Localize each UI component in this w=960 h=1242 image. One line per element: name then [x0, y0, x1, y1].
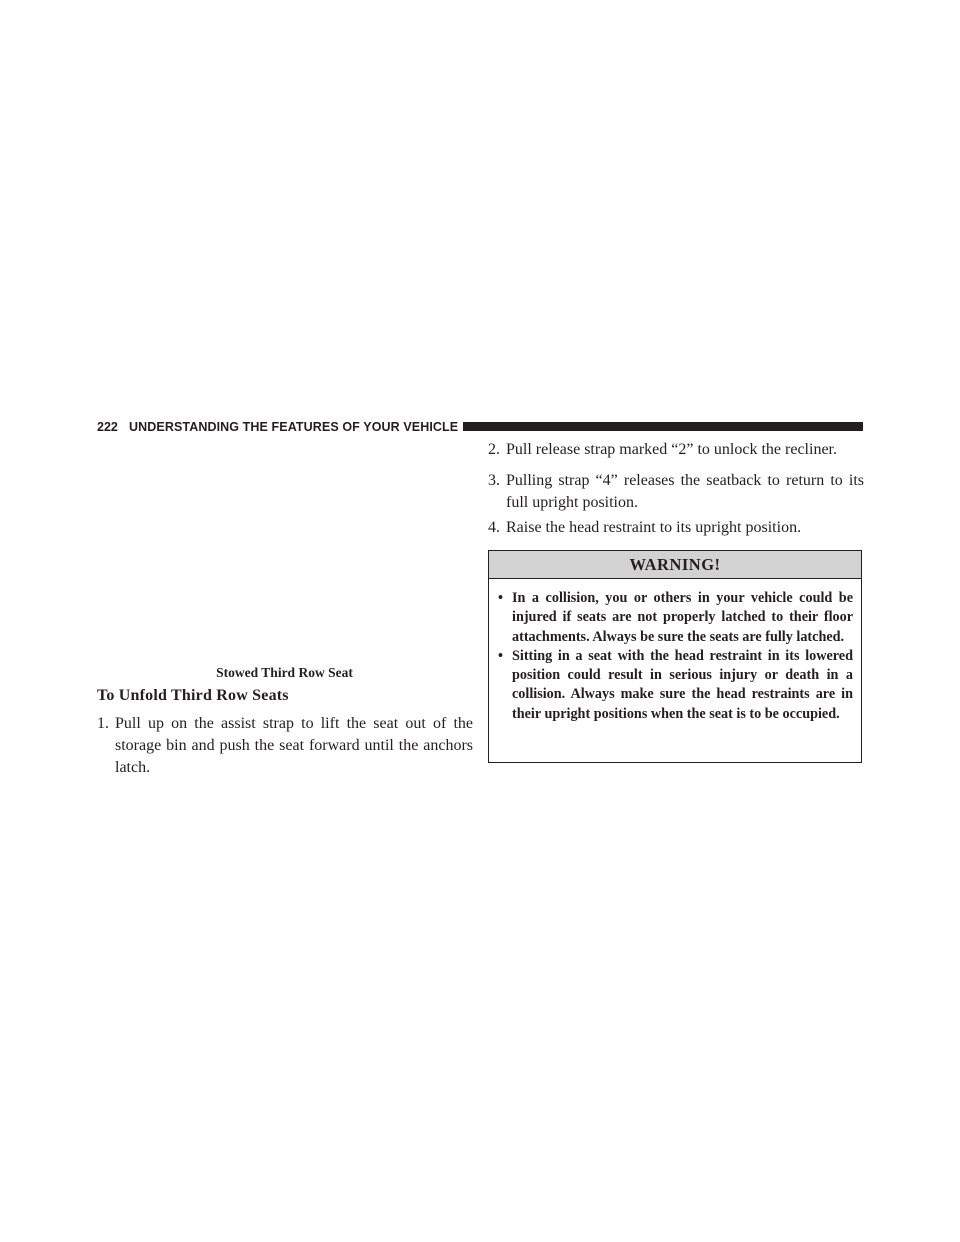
warning-item-text: In a collision, you or others in your vehicle could be injured if seats are not properly latched to their floor attachments. Always be sure the seats are fully latched.: [512, 590, 853, 645]
figure-caption: Stowed Third Row Seat: [216, 665, 353, 680]
page-header: [97, 418, 863, 436]
step-text: Pull release strap marked “2” to unlock the recliner.: [506, 441, 837, 458]
step-3: [488, 470, 864, 514]
step-text: Pulling strap “4” releases the seatback to return to its full upright position.: [506, 472, 864, 511]
bullet-icon: •: [498, 647, 503, 664]
step-text: Raise the head restraint to its upright position.: [506, 519, 802, 536]
warning-item-text: Sitting in a seat with the head restraint in its lowered position could result in serious injury or death in a collision. Always make sure the head restraints are in their upright positions when the seat is to be occupied.: [512, 647, 853, 722]
warning-list: [489, 579, 861, 724]
header-rule: [463, 422, 863, 431]
step-number: 1.: [97, 715, 109, 732]
step-4: [488, 517, 864, 539]
step-text: Pull up on the assist strap to lift the seat out of the storage bin and push the seat forward until the anchors latch.: [115, 715, 473, 776]
section-title: UNDERSTANDING THE FEATURES OF YOUR VEHICLE: [129, 420, 459, 434]
warning-item: [498, 589, 853, 647]
warning-title: WARNING!: [489, 551, 861, 579]
step-1: [97, 713, 473, 779]
bullet-icon: •: [498, 590, 503, 606]
section-heading: To Unfold Third Row Seats: [97, 687, 289, 704]
step-number: 4.: [488, 519, 500, 536]
step-number: 3.: [488, 472, 500, 489]
step-2: [488, 439, 864, 461]
page-number: 222: [97, 420, 118, 434]
warning-item: [498, 647, 853, 724]
step-number: 2.: [488, 441, 500, 458]
warning-box: [488, 550, 862, 763]
